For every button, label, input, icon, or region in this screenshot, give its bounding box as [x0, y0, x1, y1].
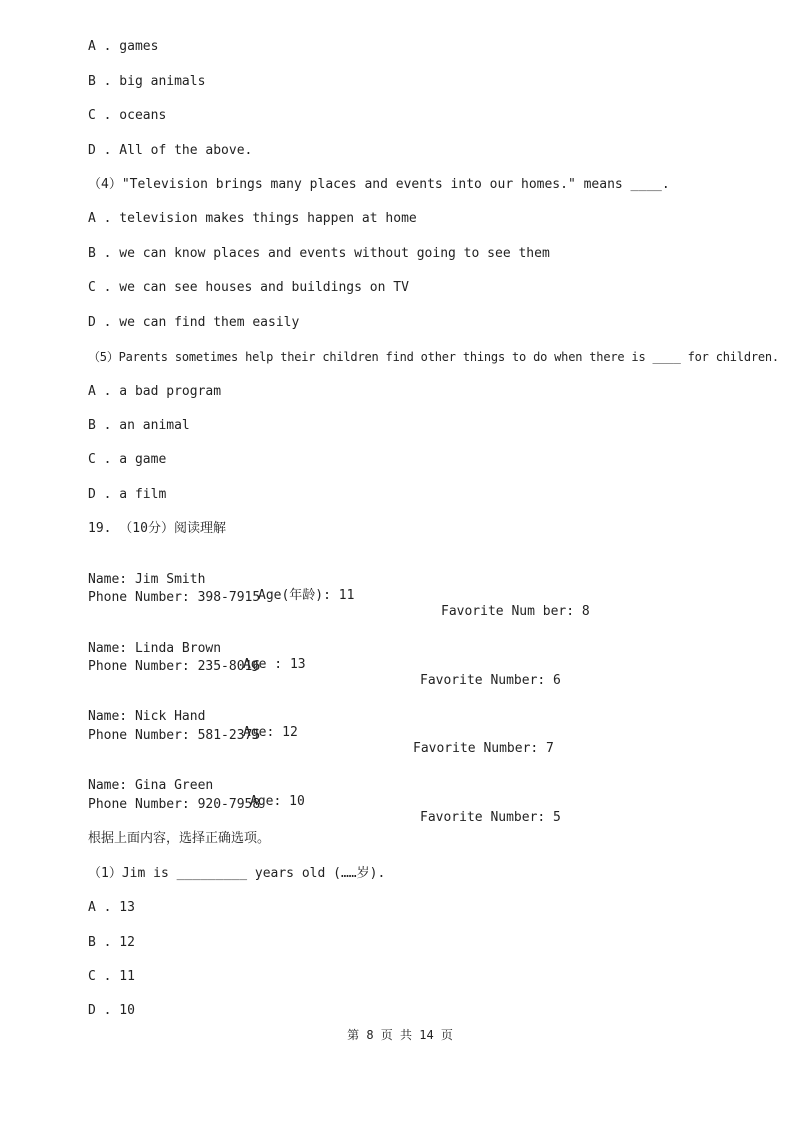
q19-sub1-stem: （1）Jim is _________ years old (……岁). [88, 866, 386, 881]
q19-sub1-option-c: C . 11 [88, 969, 135, 984]
q3-option-a: A . games [88, 39, 159, 54]
q19-instruction: 根据上面内容，选择正确选项。 [88, 831, 271, 846]
person-phone: Phone Number: 398-7915 [88, 590, 261, 605]
q5-stem: （5）Parents sometimes help their children find other things to do when there is ____ for children. [88, 350, 779, 364]
q19-sub1-option-a: A . 13 [88, 900, 135, 915]
person-phone: Phone Number: 920-7958 [88, 797, 261, 812]
person-phone: Phone Number: 235-8016 [88, 659, 261, 674]
q4-option-d: D . we can find them easily [88, 315, 300, 330]
person-name: Name: Nick Hand [88, 709, 206, 724]
person-favorite-number: Favorite Num ber: 8 [441, 604, 590, 619]
person-age: Age: 12 [243, 725, 298, 740]
q19-heading: 19. （10分）阅读理解 [88, 521, 226, 536]
person-age: Age: 10 [250, 794, 305, 809]
q4-stem: （4）"Television brings many places and events into our homes." means ____. [88, 177, 670, 192]
q4-option-a: A . television makes things happen at home [88, 211, 417, 226]
person-favorite-number: Favorite Number: 6 [420, 673, 561, 688]
q3-option-c: C . oceans [88, 108, 167, 123]
q19-sub1-option-d: D . 10 [88, 1003, 135, 1018]
q4-option-c: C . we can see houses and buildings on TV [88, 280, 409, 295]
q5-option-c: C . a game [88, 452, 167, 467]
q5-option-d: D . a film [88, 487, 167, 502]
person-name: Name: Gina Green [88, 778, 214, 793]
person-favorite-number: Favorite Number: 5 [420, 810, 561, 825]
q5-option-a: A . a bad program [88, 384, 222, 399]
q19-sub1-option-b: B . 12 [88, 935, 135, 950]
person-phone: Phone Number: 581-2375 [88, 728, 261, 743]
page-footer: 第 8 页 共 14 页 [347, 1028, 453, 1042]
q3-option-d: D . All of the above. [88, 143, 253, 158]
q4-option-b: B . we can know places and events without going to see them [88, 246, 550, 261]
q3-option-b: B . big animals [88, 74, 206, 89]
person-age: Age(年龄): 11 [258, 588, 355, 603]
person-favorite-number: Favorite Number: 7 [413, 741, 554, 756]
person-name: Name: Jim Smith [88, 572, 206, 587]
person-name: Name: Linda Brown [88, 641, 222, 656]
person-age: Age : 13 [243, 657, 306, 672]
q5-option-b: B . an animal [88, 418, 190, 433]
